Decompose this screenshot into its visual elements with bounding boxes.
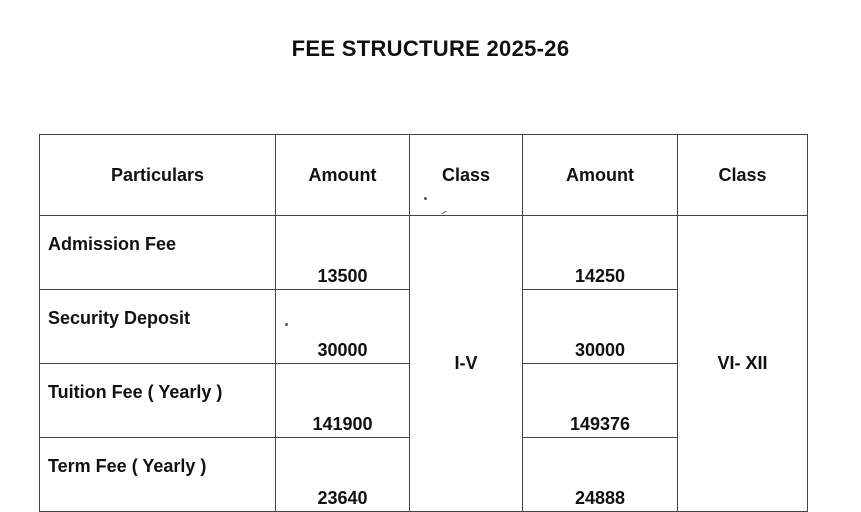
amount-1-cell [276, 216, 410, 290]
table-row [40, 216, 808, 290]
amount-2-cell [523, 216, 678, 290]
amount-1-value: 23640 [317, 488, 368, 508]
header-amount-2: Amount [523, 135, 678, 216]
document-title: FEE STRUCTURE 2025-26 [291, 36, 570, 61]
table-header-row [40, 135, 808, 216]
particular-tuition-fee: Tuition Fee ( Yearly ) [40, 364, 276, 438]
amount-1-value: 141900 [312, 414, 373, 434]
header-amount-1: Amount [276, 135, 410, 216]
scan-speck [285, 323, 288, 326]
amount-1-value: 13500 [317, 266, 368, 286]
header-particulars: Particulars [40, 135, 276, 216]
header-class-1: Class [410, 135, 523, 216]
class-1-cell: I-V [410, 216, 523, 512]
scan-speck [424, 197, 427, 200]
particular-term-fee: Term Fee ( Yearly ) [40, 438, 276, 512]
class-2-cell: VI- XII [678, 216, 808, 512]
amount-2-cell [523, 290, 678, 364]
amount-2-cell [523, 364, 678, 438]
amount-2-value: 24888 [574, 488, 626, 508]
amount-2-cell [523, 438, 678, 512]
amount-1-cell [276, 364, 410, 438]
header-class-2: Class [678, 135, 808, 216]
particular-security-deposit: Security Deposit [40, 290, 276, 364]
amount-2-value: 14250 [574, 266, 626, 286]
amount-2-value: 149376 [569, 414, 631, 434]
amount-2-value: 30000 [574, 340, 626, 360]
particular-admission-fee: Admission Fee [40, 216, 276, 290]
amount-1-cell [276, 290, 410, 364]
amount-1-cell [276, 438, 410, 512]
fee-structure-table [39, 134, 808, 512]
amount-1-value: 30000 [317, 340, 368, 360]
